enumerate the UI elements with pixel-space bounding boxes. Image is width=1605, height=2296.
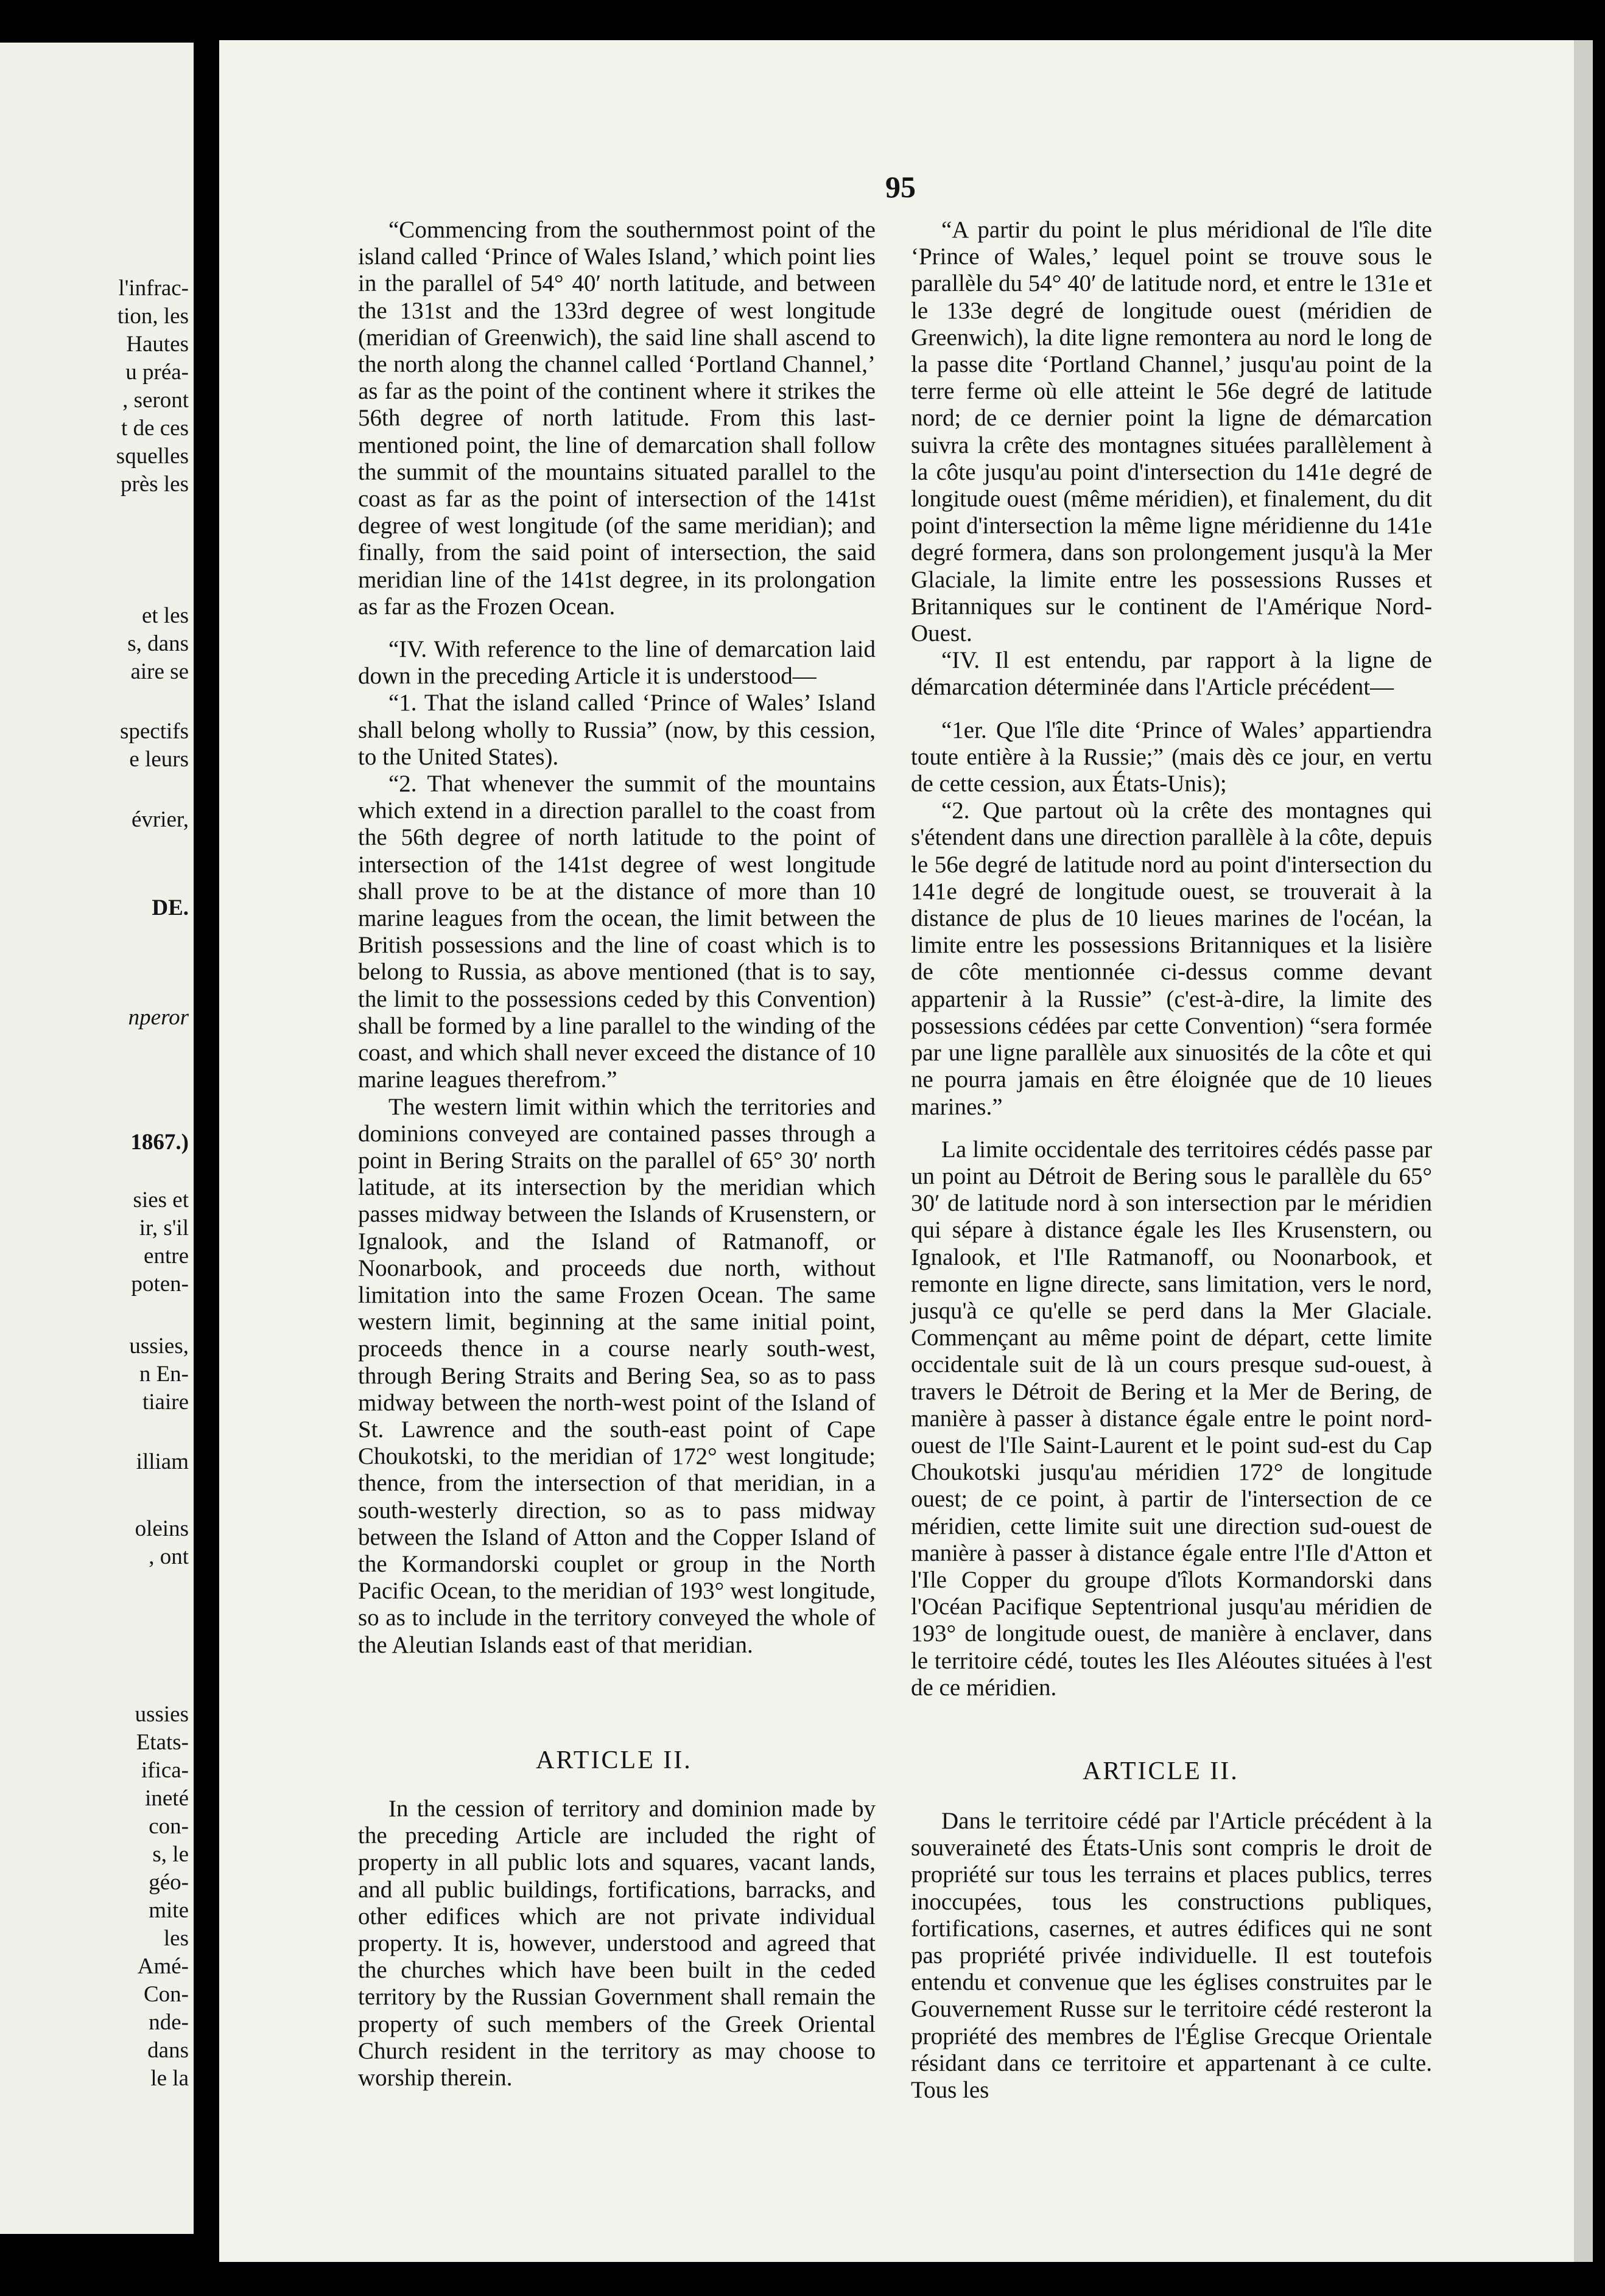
previous-page-fragment: les: [163, 1926, 189, 1951]
french-paragraph-iv-1: “1er. Que l'île dite ‘Prince of Wales’ appartiendra toute entière à la Russie;” (mais dès ce jour, en vertu de cette cession, aux États-Unis);: [911, 716, 1432, 797]
previous-page-fragment: ir, s'il: [139, 1216, 189, 1241]
previous-page-fragment: nperor: [128, 1005, 189, 1030]
page-right-edge-shadow: [1574, 40, 1593, 2262]
english-paragraph-iv-1: “1. That the island called ‘Prince of Wales’ Island shall belong wholly to Russia” (now, by this cession, to the United States).: [358, 690, 876, 770]
previous-page-fragment: e leurs: [129, 747, 189, 772]
previous-page-fragment: t de ces: [121, 416, 189, 441]
previous-page-fragment: géo-: [149, 1870, 189, 1895]
previous-page-fragment: l'infrac-: [118, 276, 189, 301]
previous-page-fragment: nde-: [149, 2010, 189, 2035]
previous-page-fragment: ussies: [135, 1702, 189, 1727]
french-paragraph-iv-2: “2. Que partout où la crête des montagnes qui s'étendent dans une direction parallèle à la côte, depuis le 56e degré de latitude nord au point d'intersection du 141e degré de longitude ouest, se trouverait à la distance de plus de 10 lieues marines de l'océan, la limite entre les possessions Britanniques et la lisière de côte mentionnée ci-dessus comme devant appartenir à la Russie” (c'est-à-dire, la limite des possessions cédées par cette Convention) “sera formée par une ligne parallèle aux sinuosités de la côte et qui ne pourra jamais en être éloignée que de 10 lieues marines.”: [911, 797, 1432, 1120]
french-paragraph-article-iv: “IV. Il est entendu, par rapport à la ligne de démarcation déterminée dans l'Article précédent—: [911, 647, 1432, 701]
previous-page-fragment: aire se: [130, 659, 189, 684]
previous-page-fragment: spectifs: [119, 719, 189, 744]
previous-page-fragment: Amé-: [137, 1954, 189, 1979]
english-column: [358, 217, 876, 1659]
previous-page-fragment: n En-: [139, 1362, 189, 1387]
french-paragraph-western-limit: La limite occidentale des territoires cédés passe par un point au Détroit de Bering sous le parallèle du 65° 30′ de latitude nord à son intersection par le méridien qui sépare à distance égale les Iles Krusenstern, ou Ignalook, et l'Ile Ratmanoff, ou Noonarbook, et remonte en ligne directe, sans limitation, vers le nord, jusqu'à ce qu'elle se perd dans la Mer Glaciale. Commençant au même point de départ, cette limite occidentale suit de là un cours presque sud-ouest, à travers le Détroit de Bering et la Mer de Bering, de manière à passer à distance égale entre le point nord-ouest de l'Ile Saint-Laurent et le point sud-est du Cap Choukotski jusqu'au méridien 172° de longitude ouest; de ce point, à partir de l'intersection de ce méridien, cette limite suit une direction sud-ouest de manière à passer à distance égale entre l'Ile d'Atton et l'Ile Copper du groupe d'îlots Kormandorski dans l'Océan Pacifique Septentrional jusqu'au méridien de 193° de longitude ouest, de manière à enclaver, dans le territoire cédé, toutes les Iles Aléoutes situées à l'est de ce méridien.: [911, 1136, 1432, 1701]
previous-page-fragment: , seront: [122, 388, 189, 413]
previous-page-fragment: con-: [149, 1814, 189, 1839]
previous-page-fragment: Hautes: [126, 332, 189, 357]
english-paragraph-western-limit: The western limit within which the territories and dominions conveyed are contained passes through a point in Bering Straits on the parallel of 65° 30′ north latitude, at its intersection by the meridian which passes midway between the Islands of Krusenstern, or Ignalook, and the Island of Ratmanoff, or Noonarbook, and proceeds due north, without limitation into the same Frozen Ocean. The same western limit, beginning at the same initial point, proceeds thence in a course nearly south-west, through Bering Straits and Bering Sea, so as to pass midway between the north-west point of the Island of St. Lawrence and the south-east point of Cape Choukotski, to the meridian of 172° west longitude; thence, from the intersection of that meridian, in a south-westerly direction, so as to pass midway between the Island of Atton and the Copper Island of the Kormandorski couplet or group in the North Pacific Ocean, to the meridian of 193° west longitude, so as to include in the territory conveyed the whole of the Aleutian Islands east of that meridian.: [358, 1093, 876, 1658]
previous-page-edge: [0, 43, 194, 2234]
previous-page-fragment: ifica-: [141, 1758, 189, 1783]
english-paragraph-article-iv: “IV. With reference to the line of demarcation laid down in the preceding Article it is understood—: [358, 636, 876, 690]
french-column: [911, 217, 1432, 1701]
previous-page-fragment: entre: [144, 1244, 189, 1269]
previous-page-fragment: ineté: [145, 1786, 189, 1811]
previous-page-fragment: sies et: [133, 1188, 189, 1213]
english-article-ii-body: [358, 1796, 876, 2091]
previous-page-fragment: Con-: [144, 1982, 189, 2007]
previous-page-fragment: le la: [150, 2066, 189, 2091]
page-number: 95: [885, 170, 916, 204]
previous-page-fragment: et les: [141, 603, 189, 628]
previous-page-fragment: s, le: [152, 1842, 189, 1867]
previous-page-fragment: évrier,: [131, 807, 189, 832]
french-paragraph-1: “A partir du point le plus méridional de l'île dite ‘Prince of Wales,’ lequel point se trouve sous le parallèle du 54° 40′ de latitude nord, et entre le 131e et le 133e degré de longitude ouest (méridien de Greenwich), la dite ligne remontera au nord le long de la passe dite ‘Portland Channel,’ jusqu'au point de la terre ferme où elle atteint le 56e degré de latitude nord; de ce dernier point la ligne de démarcation suivra la crête des montagnes situées parallèlement à la côte jusqu'au point d'intersection du 141e degré de longitude ouest (même méridien), et finalement, du dit point d'intersection la même ligne méridienne du 141e degré formera, dans son prolongement jusqu'à la Mer Glaciale, la limite entre les possessions Russes et Britanniques sur le continent de l'Amérique Nord-Ouest.: [911, 217, 1432, 647]
previous-page-fragment: s, dans: [127, 631, 189, 656]
english-article-ii-heading: ARTICLE II.: [536, 1746, 692, 1774]
french-article-ii-text: Dans le territoire cédé par l'Article précédent à la souveraineté des États-Unis sont compris le droit de propriété sur tous les terrains et places publics, terres inoccupées, tous les constructions publiques, fortifications, casernes, et autres édifices qui ne sont pas propriété privée individuelle. Il est toutefois entendu et convenue que les églises construites par le Gouvernement Russe sur le territoire cédé resteront la propriété des membres de l'Église Grecque Orientale résidant dans ce territoire et appartenant à ce culte. Tous les: [911, 1808, 1432, 2104]
previous-page-fragment: dans: [147, 2038, 189, 2063]
english-paragraph-iv-2: “2. That whenever the summit of the mountains which extend in a direction parallel to the coast from the 56th degree of north latitude to the point of intersection of the 141st degree of west longitude shall prove to be at the distance of more than 10 marine leagues from the ocean, the limit between the British possessions and the line of coast which is to belong to Russia, as above mentioned (that is to say, the limit to the possessions ceded by this Convention) shall be formed by a line parallel to the winding of the coast, and which shall never exceed the distance of 10 marine leagues therefrom.”: [358, 771, 876, 1093]
previous-page-fragment: tion, les: [117, 304, 189, 329]
previous-page-fragment: mite: [149, 1898, 189, 1923]
english-paragraph-1: “Commencing from the southernmost point of the island called ‘Prince of Wales Island,’ which point lies in the parallel of 54° 40′ north latitude, and between the 131st and the 133rd degree of west longitude (meridian of Greenwich), the said line shall ascend to the north along the channel called ‘Portland Channel,’ as far as the point of the continent where it strikes the 56th degree of north latitude. From this last-mentioned point, the line of demarcation shall follow the summit of the mountains situated parallel to the coast as far as the point of intersection of the 141st degree of west longitude (of the same meridian); and finally, from the said point of intersection, the said meridian line of the 141st degree, in its prolongation as far as the Frozen Ocean.: [358, 217, 876, 620]
previous-page-fragment: DE.: [152, 895, 189, 920]
previous-page-fragment: illiam: [136, 1449, 189, 1474]
previous-page-fragment: tiaire: [142, 1390, 189, 1415]
french-article-ii-heading: ARTICLE II.: [1083, 1757, 1239, 1785]
english-article-ii-text: In the cession of territory and dominion made by the preceding Article are included the right of property in all public lots and squares, vacant lands, and all public buildings, fortifications, barracks, and other edifices which are not private individual property. It is, however, understood and agreed that the churches which have been built in the ceded territory by the Russian Government shall remain the property of such members of the Greek Oriental Church resident in the territory as may choose to worship therein.: [358, 1796, 876, 2091]
previous-page-fragment: 1867.): [130, 1130, 189, 1155]
previous-page-fragment: squelles: [116, 444, 189, 469]
previous-page-fragment: oleins: [135, 1516, 189, 1541]
previous-page-fragment: près les: [121, 472, 189, 497]
previous-page-fragment: , ont: [149, 1544, 189, 1569]
previous-page-fragment: u préa-: [125, 360, 189, 385]
previous-page-fragment: poten-: [131, 1272, 189, 1297]
french-article-ii-body: [911, 1808, 1432, 2104]
previous-page-fragment: Etats-: [136, 1730, 189, 1755]
previous-page-fragment: ussies,: [129, 1334, 189, 1359]
